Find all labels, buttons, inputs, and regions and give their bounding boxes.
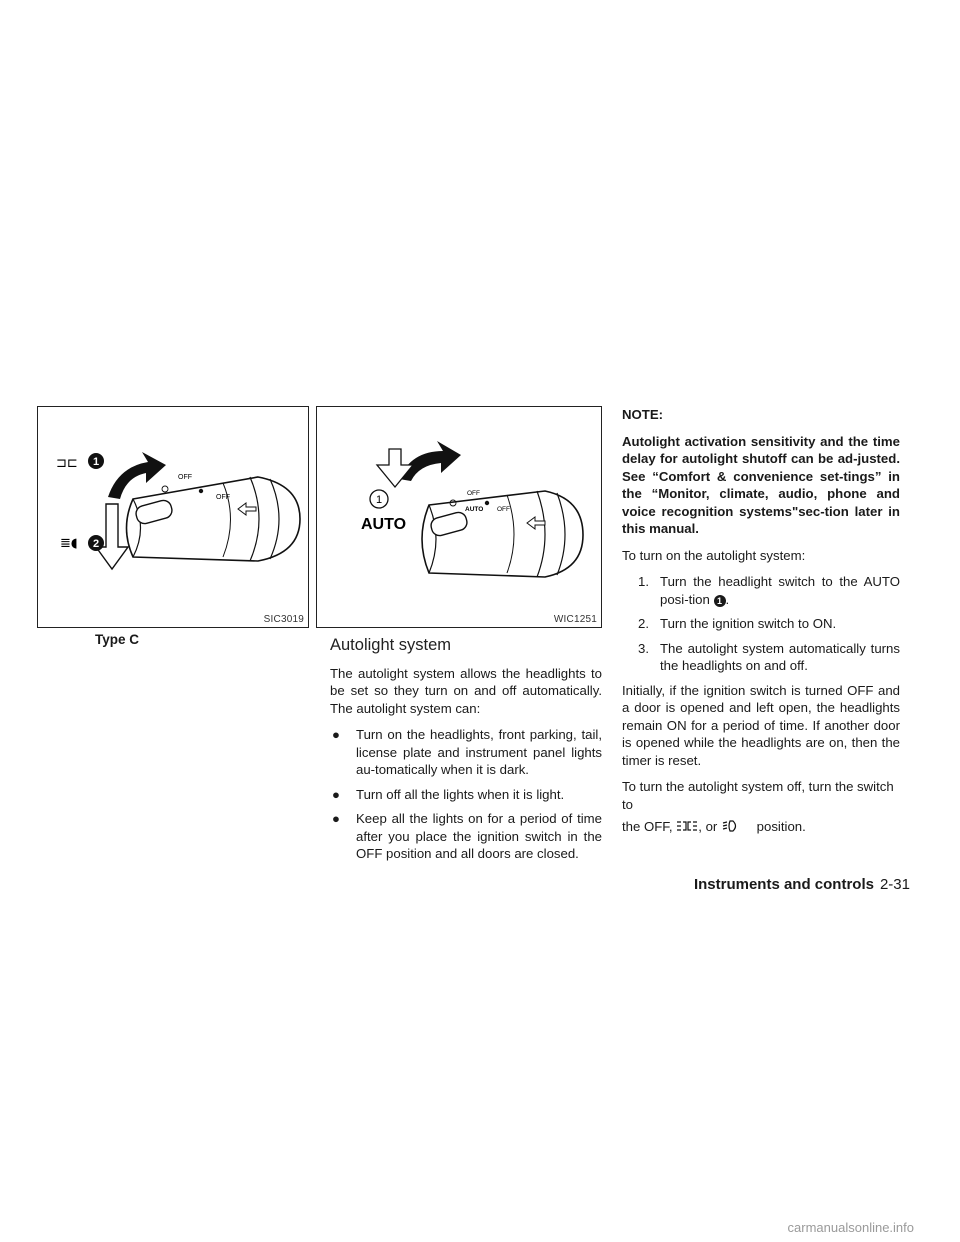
page-footer (694, 876, 910, 893)
figure-marker-1: 1 (375, 494, 383, 506)
figure-caption: Type C (95, 632, 140, 647)
note-heading: NOTE: (622, 407, 664, 422)
figure-marker-2: 2 (92, 538, 100, 550)
note-body: Autolight activation sensitivity and the time delay for autolight shutoff can be ad-justed. See “Comfort & convenience set-tings” in the “Monitor, climate, audio, phone and voice recognition systems"sec-tion later in this manual. (622, 433, 900, 536)
watermark: carmanualsonline.info (787, 1220, 914, 1235)
footer-section: Instruments and controls (693, 876, 874, 893)
lever-off-label-1: OFF (178, 474, 192, 481)
headlight-icon (721, 820, 743, 832)
bullet-icon: ● (332, 811, 340, 826)
steps-intro: To turn on the autolight system: (622, 547, 806, 563)
bullet-item: ● Turn on the headlights, front parking, tail, license plate and instrument panel lights au-tomatically when it is dark. (332, 727, 602, 777)
figure-marker-1: 1 (92, 456, 100, 468)
step-item: 1. Turn the headlight switch to the AUTO posi-tion 1 . (638, 574, 900, 607)
bullet-icon: ● (332, 786, 340, 802)
headlight-icon: ≣◖ (60, 536, 78, 551)
lever-off-label-1: OFF (467, 490, 480, 497)
paragraph-off-line1: To turn the autolight system off, turn the switch to (622, 779, 894, 812)
step-item: 3. The autolight system automatically turns the headlights on and off. (638, 640, 900, 673)
figure-autolight-switch (316, 406, 602, 628)
paragraph-initial: Initially, if the ignition switch is turned OFF and a door is opened and left open, the headlights remain ON for a period of time. If another door is opened while the headlights are on, then the timer is reset. (622, 682, 900, 768)
parking-light-icon: ⊐⊏ (56, 456, 78, 471)
marker-1-icon: 1 (714, 595, 726, 607)
section-intro: The autolight system allows the headlights to be set so they turn on and off automatically. The autolight system can: (330, 665, 602, 716)
bullet-item: ● Keep all the lights on for a period of time after you place the ignition switch in the OFF position and all doors are closed. (332, 811, 602, 861)
parking-light-icon (676, 820, 698, 832)
lever-off-label-2: OFF (497, 506, 510, 513)
autolight-lever-illustration (317, 407, 601, 627)
page-number: 2-31 (879, 876, 910, 893)
lever-auto-label: AUTO (465, 506, 484, 513)
autolight-section (330, 637, 602, 870)
headlight-lever-illustration (38, 407, 308, 627)
figure-code: SIC3019 (263, 614, 304, 625)
bullet-icon: ● (332, 727, 340, 742)
step-item: 2. Turn the ignition switch to ON. (638, 616, 837, 631)
figure-headlight-switch-type-c (37, 406, 309, 628)
note-column (622, 406, 900, 846)
auto-label: AUTO (361, 516, 407, 533)
lever-off-label-2: OFF (216, 494, 230, 501)
figure-code: WIC1251 (553, 614, 597, 625)
section-title: Autolight system (330, 636, 452, 654)
paragraph-off-line2: the OFF, , or position. (622, 819, 806, 834)
bullet-item: ● Turn off all the lights when it is light. (332, 786, 565, 802)
